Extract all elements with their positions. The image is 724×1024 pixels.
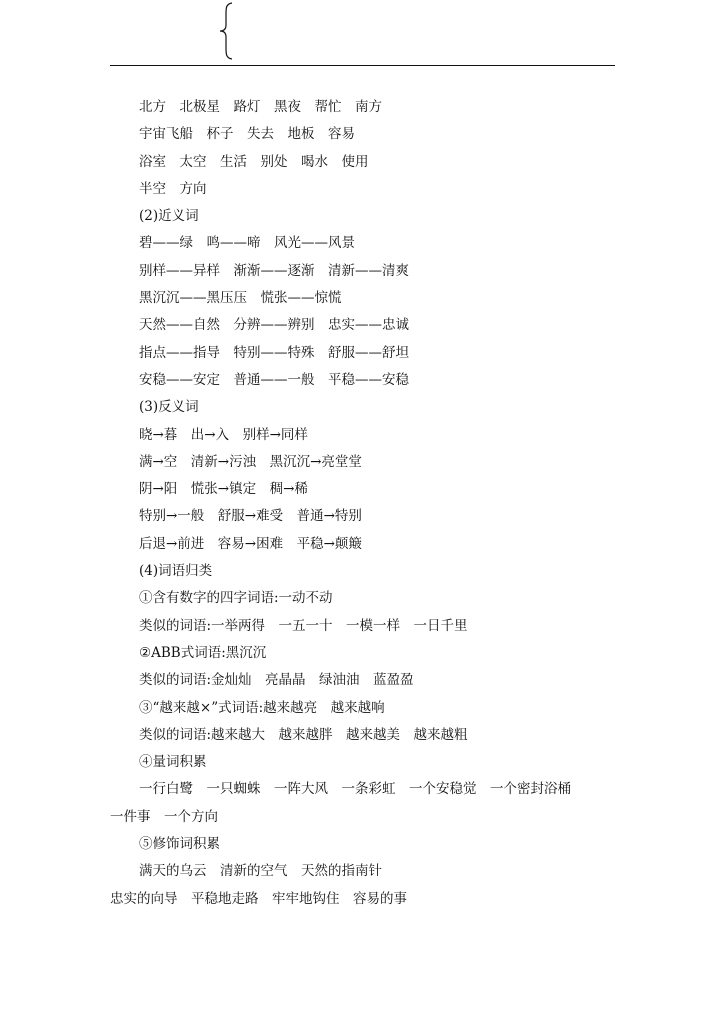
text-line: 北方 北极星 路灯 黑夜 帮忙 南方 bbox=[139, 99, 382, 115]
subsection-heading: ②ABB式词语:黑沉沉 bbox=[139, 644, 267, 661]
section-heading: (2)近义词 bbox=[139, 208, 199, 225]
text-line: 一行白鹭 一只蜘蛛 一阵大风 一条彩虹 一个安稳觉 一个密封浴桶 bbox=[139, 781, 571, 798]
text-line: 忠实的向导 平稳地走路 牢牢地钩住 容易的事 bbox=[110, 890, 407, 907]
text-line: 安稳——安定 普通——一般 平稳——安稳 bbox=[139, 371, 409, 388]
header-rule bbox=[110, 65, 615, 66]
text-line: 别样——异样 渐渐——逐渐 清新——清爽 bbox=[139, 262, 409, 279]
subsection-heading: ④量词积累 bbox=[139, 754, 207, 771]
subsection-heading: ⑤修饰词积累 bbox=[139, 836, 220, 853]
document-body bbox=[110, 94, 620, 913]
text-line: 后退→前进 容易→困难 平稳→颠簸 bbox=[139, 535, 362, 552]
section-heading: (4)词语归类 bbox=[139, 563, 213, 580]
text-line: 阴→阳 慌张→镇定 稠→稀 bbox=[139, 481, 308, 498]
text-line: 天然——自然 分辨——辨别 忠实——忠诚 bbox=[139, 317, 409, 334]
text-line: 晓→暮 出→入 别样→同样 bbox=[139, 426, 308, 443]
curly-brace-mark bbox=[216, 2, 236, 60]
section-heading: (3)反义词 bbox=[139, 399, 199, 416]
text-line: 半空 方向 bbox=[139, 180, 207, 197]
text-line: 类似的词语:一举两得 一五一十 一模一样 一日千里 bbox=[139, 617, 468, 634]
text-line: 一件事 一个方向 bbox=[110, 808, 218, 825]
subsection-heading: ③“越来越×”式词语:越来越亮 越来越响 bbox=[139, 699, 385, 716]
text-line: 类似的词语:金灿灿 亮晶晶 绿油油 蓝盈盈 bbox=[139, 672, 414, 689]
text-line: 黑沉沉——黑压压 慌张——惊慌 bbox=[139, 290, 342, 307]
text-line: 碧——绿 鸣——啼 风光——风景 bbox=[139, 235, 355, 252]
text-line: 浴室 太空 生活 别处 喝水 使用 bbox=[139, 153, 369, 170]
text-line: 满天的乌云 清新的空气 天然的指南针 bbox=[139, 863, 382, 880]
subsection-heading: ①含有数字的四字词语:一动不动 bbox=[139, 590, 333, 607]
text-line: 特别→一般 舒服→难受 普通→特别 bbox=[139, 508, 362, 525]
text-line: 指点——指导 特别——特殊 舒服——舒坦 bbox=[139, 344, 409, 361]
text-line: 宇宙飞船 杯子 失去 地板 容易 bbox=[139, 126, 355, 143]
text-line: 类似的词语:越来越大 越来越胖 越来越美 越来越粗 bbox=[139, 726, 468, 743]
text-line: 满→空 清新→污浊 黑沉沉→亮堂堂 bbox=[139, 453, 362, 470]
